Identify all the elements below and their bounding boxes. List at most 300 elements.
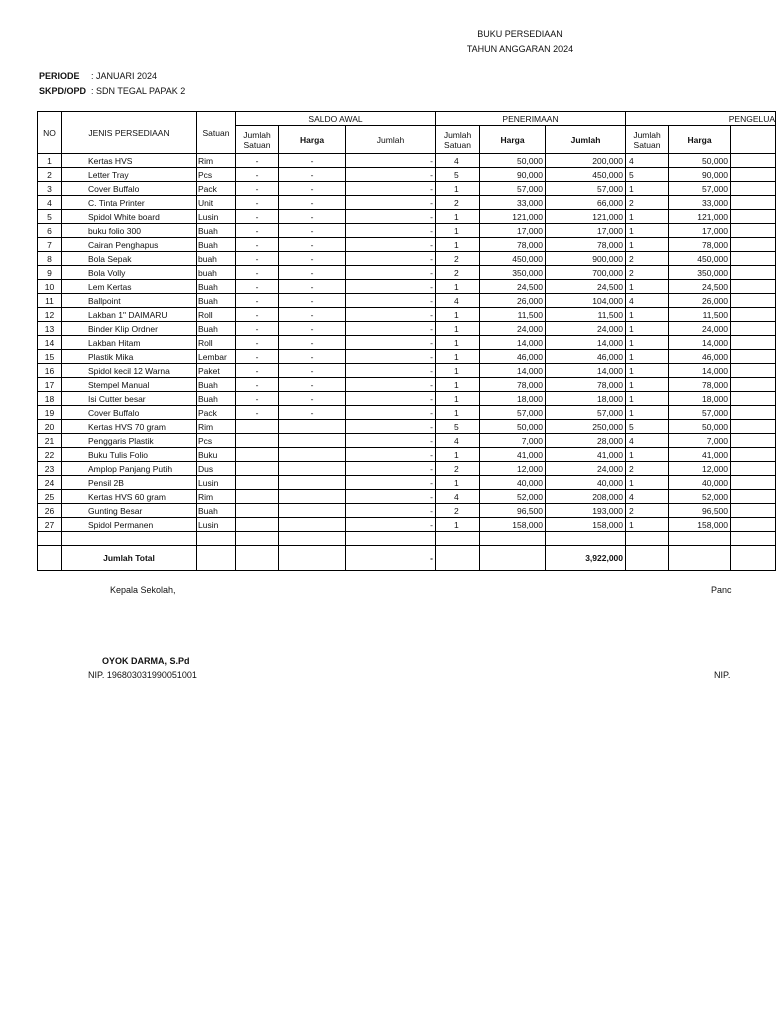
row-unit: Buah	[197, 294, 236, 308]
row-penerimaan-jumlah-satuan: 4	[436, 434, 480, 448]
row-item-name: Kertas HVS	[62, 154, 197, 168]
row-saldo-jumlah: -	[346, 364, 436, 378]
row-unit: Buku	[197, 448, 236, 462]
sa-jumlah-header: Jumlah	[346, 126, 436, 154]
row-penerimaan-harga: 18,000	[480, 392, 546, 406]
row-penerimaan-harga: 14,000	[480, 364, 546, 378]
row-item-name: Buku Tulis Folio	[62, 448, 197, 462]
total-label: Jumlah Total	[62, 546, 197, 571]
col-jenis: JENIS PERSEDIAAN	[62, 112, 197, 154]
row-penerimaan-jumlah: 17,000	[546, 224, 626, 238]
row-no: 23	[38, 462, 62, 476]
table-row	[38, 476, 776, 490]
k-harga-header: Harga	[669, 126, 731, 154]
row-saldo-harga	[279, 434, 346, 448]
table-row	[38, 336, 776, 350]
row-unit: Pack	[197, 406, 236, 420]
row-saldo-harga: -	[279, 336, 346, 350]
row-pengeluaran-jumlah	[731, 154, 776, 168]
row-penerimaan-harga: 52,000	[480, 490, 546, 504]
row-saldo-harga: -	[279, 392, 346, 406]
row-no: 9	[38, 266, 62, 280]
row-saldo-jumlah-satuan: -	[236, 182, 279, 196]
row-pengeluaran-harga: 26,000	[669, 294, 731, 308]
row-pengeluaran-harga: 96,500	[669, 504, 731, 518]
row-penerimaan-harga: 350,000	[480, 266, 546, 280]
inventory-table-wrapper	[37, 111, 776, 572]
table-row	[38, 280, 776, 294]
row-pengeluaran-jumlah	[731, 420, 776, 434]
row-penerimaan-jumlah: 24,000	[546, 322, 626, 336]
row-no: 8	[38, 252, 62, 266]
row-penerimaan-jumlah: 46,000	[546, 350, 626, 364]
signature-left-nip: NIP. 196803031990051001	[88, 670, 197, 680]
row-pengeluaran-jumlah	[731, 518, 776, 532]
row-saldo-harga: -	[279, 238, 346, 252]
table-row	[38, 518, 776, 532]
col-satuan: Satuan	[197, 112, 236, 154]
row-penerimaan-harga: 11,500	[480, 308, 546, 322]
row-saldo-jumlah-satuan: -	[236, 154, 279, 168]
row-pengeluaran-jumlah-satuan: 1	[626, 392, 669, 406]
row-saldo-harga: -	[279, 364, 346, 378]
row-saldo-jumlah: -	[346, 518, 436, 532]
row-pengeluaran-jumlah-satuan: 1	[626, 476, 669, 490]
table-row	[38, 224, 776, 238]
row-item-name: Amplop Panjang Putih	[62, 462, 197, 476]
row-penerimaan-jumlah-satuan: 1	[436, 238, 480, 252]
row-pengeluaran-jumlah-satuan: 1	[626, 448, 669, 462]
row-pengeluaran-jumlah-satuan: 1	[626, 224, 669, 238]
row-pengeluaran-harga: 52,000	[669, 490, 731, 504]
row-item-name: Bola Sepak	[62, 252, 197, 266]
row-penerimaan-jumlah-satuan: 1	[436, 182, 480, 196]
row-pengeluaran-jumlah-satuan: 1	[626, 350, 669, 364]
row-pengeluaran-jumlah	[731, 350, 776, 364]
row-penerimaan-jumlah: 57,000	[546, 182, 626, 196]
row-saldo-jumlah-satuan	[236, 476, 279, 490]
row-no: 27	[38, 518, 62, 532]
row-item-name: Kertas HVS 60 gram	[62, 490, 197, 504]
row-pengeluaran-harga: 78,000	[669, 238, 731, 252]
row-pengeluaran-jumlah-satuan: 1	[626, 518, 669, 532]
row-saldo-jumlah: -	[346, 504, 436, 518]
row-penerimaan-jumlah-satuan: 1	[436, 448, 480, 462]
row-penerimaan-harga: 121,000	[480, 210, 546, 224]
row-pengeluaran-jumlah	[731, 490, 776, 504]
row-pengeluaran-jumlah-satuan: 1	[626, 308, 669, 322]
table-row	[38, 168, 776, 182]
row-item-name: buku folio 300	[62, 224, 197, 238]
row-pengeluaran-harga: 50,000	[669, 420, 731, 434]
row-unit: Lembar	[197, 350, 236, 364]
row-pengeluaran-jumlah	[731, 392, 776, 406]
row-pengeluaran-jumlah	[731, 252, 776, 266]
row-pengeluaran-jumlah-satuan: 2	[626, 504, 669, 518]
table-row	[38, 420, 776, 434]
row-pengeluaran-harga: 350,000	[669, 266, 731, 280]
row-saldo-jumlah: -	[346, 210, 436, 224]
row-pengeluaran-jumlah	[731, 196, 776, 210]
table-row	[38, 238, 776, 252]
row-pengeluaran-jumlah	[731, 406, 776, 420]
row-saldo-harga: -	[279, 196, 346, 210]
row-pengeluaran-harga: 24,000	[669, 322, 731, 336]
row-saldo-jumlah-satuan: -	[236, 378, 279, 392]
row-penerimaan-jumlah: 700,000	[546, 266, 626, 280]
row-penerimaan-jumlah: 208,000	[546, 490, 626, 504]
row-unit: Roll	[197, 336, 236, 350]
row-unit: Dus	[197, 462, 236, 476]
row-pengeluaran-harga: 40,000	[669, 476, 731, 490]
row-pengeluaran-harga: 12,000	[669, 462, 731, 476]
row-pengeluaran-jumlah-satuan: 1	[626, 280, 669, 294]
row-saldo-jumlah: -	[346, 476, 436, 490]
row-saldo-jumlah: -	[346, 308, 436, 322]
row-pengeluaran-jumlah	[731, 238, 776, 252]
row-pengeluaran-jumlah-satuan: 4	[626, 154, 669, 168]
row-no: 21	[38, 434, 62, 448]
row-no: 2	[38, 168, 62, 182]
group-pengeluaran: PENGELUA	[626, 112, 776, 126]
row-saldo-harga: -	[279, 294, 346, 308]
row-penerimaan-harga: 7,000	[480, 434, 546, 448]
table-row	[38, 504, 776, 518]
periode-line	[39, 71, 157, 81]
row-saldo-jumlah: -	[346, 168, 436, 182]
row-pengeluaran-harga: 7,000	[669, 434, 731, 448]
row-pengeluaran-jumlah	[731, 280, 776, 294]
row-saldo-jumlah-satuan	[236, 462, 279, 476]
table-row	[38, 266, 776, 280]
table-row	[38, 210, 776, 224]
row-saldo-harga	[279, 518, 346, 532]
row-penerimaan-jumlah-satuan: 1	[436, 476, 480, 490]
table-row	[38, 154, 776, 168]
row-item-name: Isi Cutter besar	[62, 392, 197, 406]
row-pengeluaran-jumlah	[731, 322, 776, 336]
row-pengeluaran-harga: 14,000	[669, 364, 731, 378]
table-row	[38, 350, 776, 364]
row-pengeluaran-jumlah	[731, 448, 776, 462]
row-penerimaan-jumlah-satuan: 5	[436, 168, 480, 182]
table-row	[38, 434, 776, 448]
row-pengeluaran-jumlah-satuan: 1	[626, 210, 669, 224]
row-penerimaan-jumlah: 78,000	[546, 378, 626, 392]
row-pengeluaran-harga: 17,000	[669, 224, 731, 238]
row-saldo-jumlah: -	[346, 336, 436, 350]
row-no: 12	[38, 308, 62, 322]
row-saldo-jumlah-satuan: -	[236, 336, 279, 350]
row-unit: buah	[197, 266, 236, 280]
row-saldo-jumlah-satuan: -	[236, 224, 279, 238]
row-item-name: Ballpoint	[62, 294, 197, 308]
row-pengeluaran-jumlah-satuan: 2	[626, 462, 669, 476]
row-penerimaan-jumlah-satuan: 2	[436, 266, 480, 280]
row-item-name: Stempel Manual	[62, 378, 197, 392]
row-penerimaan-jumlah-satuan: 4	[436, 154, 480, 168]
row-pengeluaran-jumlah-satuan: 4	[626, 490, 669, 504]
row-penerimaan-jumlah: 40,000	[546, 476, 626, 490]
row-penerimaan-jumlah-satuan: 2	[436, 252, 480, 266]
row-pengeluaran-jumlah	[731, 308, 776, 322]
table-row	[38, 462, 776, 476]
row-pengeluaran-jumlah	[731, 182, 776, 196]
row-pengeluaran-jumlah	[731, 504, 776, 518]
table-row	[38, 196, 776, 210]
row-penerimaan-jumlah: 24,500	[546, 280, 626, 294]
row-saldo-jumlah-satuan: -	[236, 168, 279, 182]
row-pengeluaran-jumlah-satuan: 2	[626, 252, 669, 266]
row-penerimaan-jumlah-satuan: 1	[436, 350, 480, 364]
row-item-name: Cover Buffalo	[62, 406, 197, 420]
row-no: 20	[38, 420, 62, 434]
row-unit: buah	[197, 252, 236, 266]
document-title: BUKU PERSEDIAAN	[477, 29, 563, 39]
row-pengeluaran-harga: 18,000	[669, 392, 731, 406]
row-saldo-jumlah: -	[346, 252, 436, 266]
row-saldo-jumlah: -	[346, 350, 436, 364]
row-saldo-harga: -	[279, 154, 346, 168]
row-penerimaan-jumlah-satuan: 1	[436, 336, 480, 350]
row-saldo-jumlah: -	[346, 182, 436, 196]
row-unit: Buah	[197, 238, 236, 252]
row-pengeluaran-harga: 78,000	[669, 378, 731, 392]
row-saldo-harga: -	[279, 266, 346, 280]
row-pengeluaran-jumlah	[731, 462, 776, 476]
row-saldo-jumlah: -	[346, 224, 436, 238]
p-harga-header: Harga	[480, 126, 546, 154]
row-pengeluaran-jumlah-satuan: 4	[626, 434, 669, 448]
row-unit: Buah	[197, 504, 236, 518]
row-saldo-jumlah-satuan	[236, 434, 279, 448]
row-penerimaan-jumlah: 78,000	[546, 238, 626, 252]
row-penerimaan-jumlah: 57,000	[546, 406, 626, 420]
row-penerimaan-jumlah: 18,000	[546, 392, 626, 406]
row-saldo-jumlah: -	[346, 154, 436, 168]
row-saldo-jumlah-satuan	[236, 490, 279, 504]
row-penerimaan-jumlah-satuan: 1	[436, 308, 480, 322]
row-saldo-jumlah-satuan: -	[236, 308, 279, 322]
row-saldo-jumlah-satuan: -	[236, 280, 279, 294]
row-item-name: Kertas HVS 70 gram	[62, 420, 197, 434]
row-saldo-jumlah-satuan: -	[236, 196, 279, 210]
row-no: 1	[38, 154, 62, 168]
row-pengeluaran-harga: 46,000	[669, 350, 731, 364]
row-no: 17	[38, 378, 62, 392]
row-pengeluaran-harga: 24,500	[669, 280, 731, 294]
row-penerimaan-harga: 90,000	[480, 168, 546, 182]
row-no: 11	[38, 294, 62, 308]
row-penerimaan-harga: 40,000	[480, 476, 546, 490]
row-pengeluaran-jumlah	[731, 476, 776, 490]
row-saldo-harga: -	[279, 168, 346, 182]
group-penerimaan: PENERIMAAN	[436, 112, 626, 126]
row-penerimaan-harga: 57,000	[480, 182, 546, 196]
row-saldo-jumlah: -	[346, 462, 436, 476]
row-penerimaan-jumlah: 200,000	[546, 154, 626, 168]
row-item-name: Spidol White board	[62, 210, 197, 224]
row-saldo-jumlah: -	[346, 196, 436, 210]
row-penerimaan-harga: 57,000	[480, 406, 546, 420]
row-pengeluaran-harga: 50,000	[669, 154, 731, 168]
row-penerimaan-harga: 50,000	[480, 154, 546, 168]
row-penerimaan-harga: 50,000	[480, 420, 546, 434]
row-pengeluaran-harga: 121,000	[669, 210, 731, 224]
row-pengeluaran-jumlah	[731, 294, 776, 308]
row-no: 4	[38, 196, 62, 210]
row-saldo-harga: -	[279, 252, 346, 266]
row-penerimaan-jumlah-satuan: 1	[436, 280, 480, 294]
row-pengeluaran-harga: 450,000	[669, 252, 731, 266]
row-penerimaan-jumlah: 14,000	[546, 364, 626, 378]
row-penerimaan-jumlah: 24,000	[546, 462, 626, 476]
row-item-name: Binder Klip Ordner	[62, 322, 197, 336]
row-penerimaan-jumlah: 250,000	[546, 420, 626, 434]
row-penerimaan-harga: 24,000	[480, 322, 546, 336]
row-saldo-jumlah-satuan: -	[236, 294, 279, 308]
empty-row	[38, 532, 776, 546]
sa-jumlah-satuan-header: Jumlah Satuan	[236, 126, 279, 154]
row-item-name: Penggaris Plastik	[62, 434, 197, 448]
row-unit: Rim	[197, 420, 236, 434]
table-row	[38, 406, 776, 420]
row-penerimaan-jumlah-satuan: 2	[436, 462, 480, 476]
row-pengeluaran-jumlah-satuan: 2	[626, 196, 669, 210]
sa-harga-header: Harga	[279, 126, 346, 154]
row-pengeluaran-harga: 57,000	[669, 182, 731, 196]
row-unit: Buah	[197, 322, 236, 336]
total-penerimaan: 3,922,000	[546, 546, 626, 571]
row-saldo-jumlah-satuan: -	[236, 266, 279, 280]
row-no: 16	[38, 364, 62, 378]
table-row	[38, 448, 776, 462]
row-saldo-harga: -	[279, 210, 346, 224]
row-penerimaan-jumlah-satuan: 2	[436, 196, 480, 210]
row-no: 18	[38, 392, 62, 406]
row-penerimaan-harga: 78,000	[480, 378, 546, 392]
row-pengeluaran-jumlah-satuan: 1	[626, 238, 669, 252]
row-saldo-harga: -	[279, 182, 346, 196]
row-pengeluaran-harga: 14,000	[669, 336, 731, 350]
row-saldo-harga	[279, 476, 346, 490]
total-saldo-awal: -	[346, 546, 436, 571]
row-penerimaan-jumlah-satuan: 1	[436, 210, 480, 224]
row-item-name: Gunting Besar	[62, 504, 197, 518]
row-item-name: Cover Buffalo	[62, 182, 197, 196]
row-penerimaan-jumlah: 11,500	[546, 308, 626, 322]
col-no: NO	[38, 112, 62, 154]
row-unit: Lusin	[197, 476, 236, 490]
row-saldo-jumlah: -	[346, 448, 436, 462]
inventory-table	[37, 111, 776, 571]
row-saldo-jumlah-satuan: -	[236, 322, 279, 336]
total-row	[38, 546, 776, 571]
row-pengeluaran-harga: 41,000	[669, 448, 731, 462]
p-jumlah-satuan-header: Jumlah Satuan	[436, 126, 480, 154]
periode-value: : JANUARI 2024	[91, 71, 158, 81]
row-penerimaan-harga: 450,000	[480, 252, 546, 266]
row-no: 10	[38, 280, 62, 294]
row-pengeluaran-jumlah	[731, 210, 776, 224]
row-saldo-jumlah: -	[346, 266, 436, 280]
table-row	[38, 322, 776, 336]
row-saldo-harga: -	[279, 350, 346, 364]
row-penerimaan-harga: 26,000	[480, 294, 546, 308]
row-penerimaan-jumlah: 66,000	[546, 196, 626, 210]
row-unit: Roll	[197, 308, 236, 322]
k-jumlah-satuan-header: Jumlah Satuan	[626, 126, 669, 154]
row-unit: Pack	[197, 182, 236, 196]
row-saldo-jumlah-satuan	[236, 448, 279, 462]
table-row	[38, 252, 776, 266]
row-saldo-jumlah: -	[346, 406, 436, 420]
row-unit: Buah	[197, 280, 236, 294]
row-saldo-jumlah: -	[346, 294, 436, 308]
row-penerimaan-jumlah-satuan: 1	[436, 364, 480, 378]
row-unit: Buah	[197, 392, 236, 406]
p-jumlah-header: Jumlah	[546, 126, 626, 154]
row-saldo-jumlah: -	[346, 280, 436, 294]
row-penerimaan-jumlah: 900,000	[546, 252, 626, 266]
row-unit: Paket	[197, 364, 236, 378]
row-no: 6	[38, 224, 62, 238]
row-saldo-jumlah: -	[346, 322, 436, 336]
row-saldo-jumlah: -	[346, 238, 436, 252]
table-row	[38, 490, 776, 504]
row-item-name: Pensil 2B	[62, 476, 197, 490]
table-row	[38, 182, 776, 196]
row-saldo-harga: -	[279, 378, 346, 392]
row-pengeluaran-jumlah	[731, 364, 776, 378]
row-pengeluaran-jumlah-satuan: 1	[626, 336, 669, 350]
periode-label: PERIODE	[39, 71, 80, 81]
row-pengeluaran-jumlah-satuan: 1	[626, 182, 669, 196]
row-saldo-harga	[279, 462, 346, 476]
row-penerimaan-jumlah: 14,000	[546, 336, 626, 350]
row-pengeluaran-jumlah	[731, 336, 776, 350]
row-unit: Buah	[197, 224, 236, 238]
row-saldo-jumlah: -	[346, 378, 436, 392]
row-saldo-jumlah: -	[346, 420, 436, 434]
row-saldo-jumlah-satuan: -	[236, 210, 279, 224]
row-penerimaan-jumlah-satuan: 1	[436, 406, 480, 420]
skpd-label: SKPD/OPD	[39, 86, 87, 96]
signature-right-nip: NIP.	[714, 670, 731, 680]
row-penerimaan-jumlah: 104,000	[546, 294, 626, 308]
k-jumlah-header	[731, 126, 776, 154]
row-pengeluaran-jumlah-satuan: 1	[626, 364, 669, 378]
row-saldo-harga: -	[279, 406, 346, 420]
row-no: 25	[38, 490, 62, 504]
row-saldo-jumlah: -	[346, 490, 436, 504]
table-row	[38, 378, 776, 392]
row-unit: Lusin	[197, 210, 236, 224]
row-no: 15	[38, 350, 62, 364]
row-penerimaan-harga: 17,000	[480, 224, 546, 238]
row-penerimaan-harga: 33,000	[480, 196, 546, 210]
row-pengeluaran-harga: 57,000	[669, 406, 731, 420]
row-pengeluaran-jumlah	[731, 378, 776, 392]
row-penerimaan-harga: 24,500	[480, 280, 546, 294]
row-penerimaan-harga: 96,500	[480, 504, 546, 518]
row-no: 3	[38, 182, 62, 196]
document-subtitle: TAHUN ANGGARAN 2024	[466, 44, 574, 54]
row-saldo-jumlah: -	[346, 392, 436, 406]
row-pengeluaran-harga: 90,000	[669, 168, 731, 182]
row-penerimaan-harga: 12,000	[480, 462, 546, 476]
row-pengeluaran-jumlah-satuan: 2	[626, 266, 669, 280]
